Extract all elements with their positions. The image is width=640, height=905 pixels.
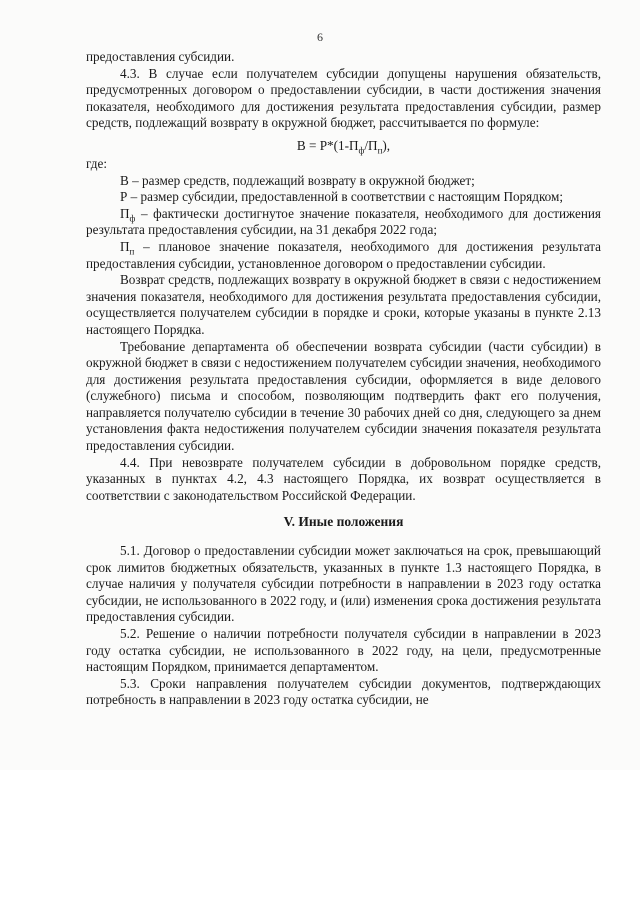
document-body xyxy=(86,49,601,709)
definition-b: В – размер средств, подлежащий возврату в окружной бюджет; xyxy=(120,172,475,188)
definition-pf: $П_ф$ – фактически достигнутое значение показателя, необходимого для достижения результата предоставления субсидии, на 31 декабря 2022 года; xyxy=(86,205,601,238)
page-number: 6 xyxy=(317,30,323,44)
paragraph-4-4: 4.4. При невозврате получателем субсидии в добровольном порядке средств, указанных в пунктах 4.2, 4.3 настоящего Порядка, их возврат осуществляется в соответствии с законодательством Российской Федерации. xyxy=(86,454,601,503)
definition-pp: $П_п$ – плановое значение показателя, необходимого для достижения результата предоставления субсидии, установленное договором о предоставлении субсидии. xyxy=(86,238,601,271)
paragraph-demand: Требование департамента об обеспечении возврата субсидии (части субсидии) в окружной бюджет в связи с недостижением получателем субсидии значения, необходимого для достижения результата предоставления субсидии, оформляется в виде делового (служебного) письма и способом, позволяющим подтвердить факт его получения, направляется получателю субсидии в течение 30 рабочих дней со дня, следующего за днем установления факта недостижения получателем субсидии значения показателя результата предоставления субсидии. xyxy=(86,338,601,454)
paragraph-continuation: предоставления субсидии. xyxy=(86,49,235,64)
definition-r: Р – размер субсидии, предоставленной в соответствии с настоящим Порядком; xyxy=(120,189,564,205)
where-label: где: xyxy=(86,155,107,171)
paragraph-5-2: 5.2. Решение о наличии потребности получателя субсидии в направлении в 2023 году остатка субсидии, не использованного в 2022 году, на цели, предусмотренные настоящим Порядком, принимается департаментом. xyxy=(86,626,601,675)
formula: $В = Р*(1-П_ф/П_п)$, xyxy=(296,137,391,156)
paragraph-4-3: 4.3. В случае если получателем субсидии допущены нарушения обязательств, предусмотренных договором о предоставлении субсидии, в части достижения значения показателя, необходимого для достижения результата предоставления субсидии, размер средств, подлежащий возврату в окружной бюджет, рассчитывается по формуле: xyxy=(86,65,601,131)
paragraph-5-3: 5.3. Сроки направления получателем субсидии документов, подтверждающих потребность в направлении в 2023 году остатка субсидии, не xyxy=(86,675,601,708)
section-heading: V. Иные положения xyxy=(283,514,404,530)
paragraph-return: Возврат средств, подлежащих возврату в окружной бюджет в связи с недостижением значения показателя, необходимого для достижения результата предоставления субсидии, осуществляется получателем субсидии в порядке и сроки, которые указаны в пункте 2.13 настоящего Порядка. xyxy=(86,272,601,337)
blank-margin xyxy=(0,770,640,905)
paragraph-5-1: 5.1. Договор о предоставлении субсидии может заключаться на срок, превышающий срок лимитов бюджетных обязательств, указанных в пункте 1.3 настоящего Порядка, в случае наличия у получателя субсидии потребности в направлении в 2023 году остатка субсидии, не использованного в 2022 году, и (или) изменения срока достижения результата предоставления субсидии. xyxy=(86,543,601,625)
